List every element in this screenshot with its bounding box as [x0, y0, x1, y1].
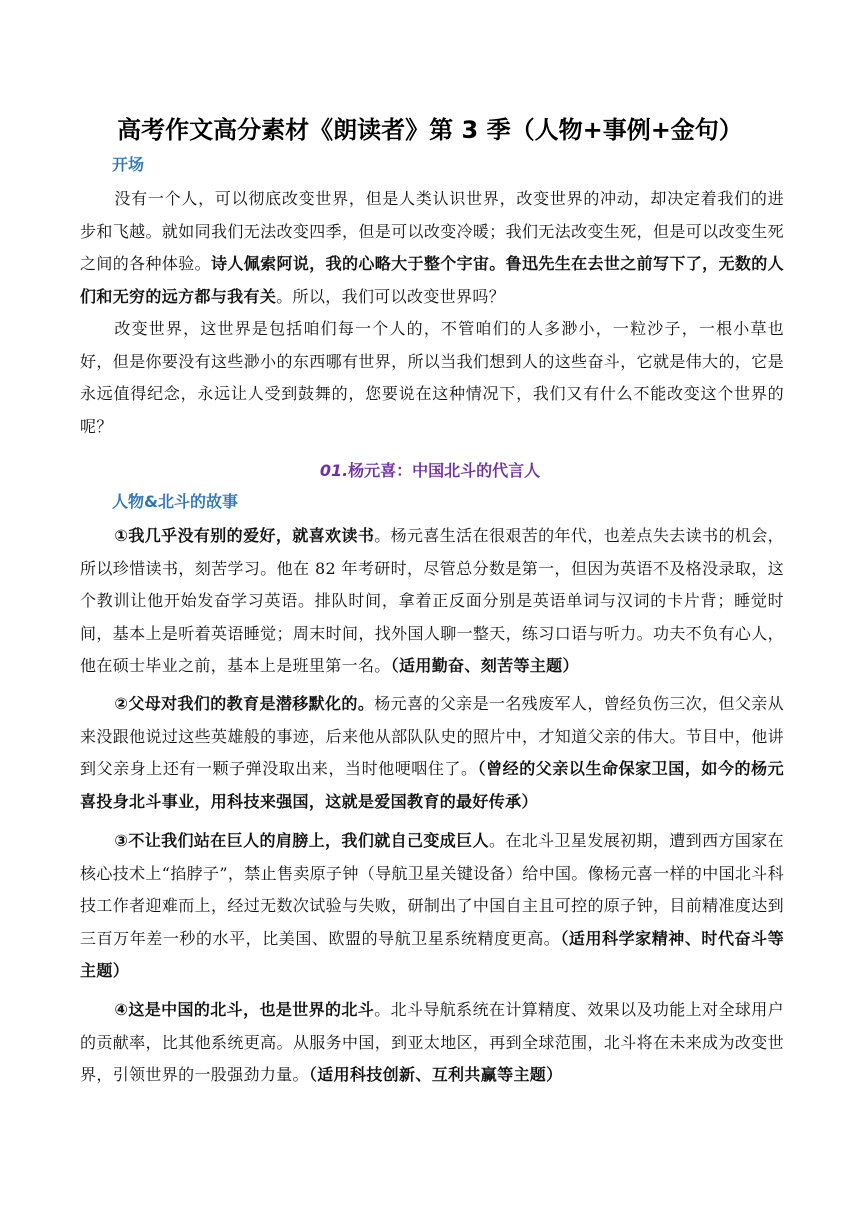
story-item-4-text: 。北斗导航系统在计算精度、效果以及功能上对全球用户的贡献率，比其他系统更高。从服务中国，到亚太地区，再到全球范围，北斗将在未来成为改变世界，引领世界的一股强劲力量。: [80, 1000, 784, 1085]
section-1-title-text: 杨元喜：中国北斗的代言人: [348, 461, 541, 480]
opening-paragraph-2: 改变世界，这世界是包括咱们每一个人的，不管咱们的人多渺小，一粒沙子，一根小草也好，但是你要没有这些渺小的东西哪有世界，所以当我们想到人的这些奋斗，它就是伟大的，它是永远值得纪念，永远让人受到鼓舞的，您要说在这种情况下，我们又有什么不能改变这个世界的呢？: [80, 319, 784, 436]
opening-paragraph-1: [80, 183, 784, 313]
opening-p1-question: 。所以，我们可以改变世界吗？: [276, 286, 506, 306]
opening-heading: 开场: [112, 155, 145, 174]
story-item-2-lead: ②父母对我们的教育是潜移默化的。: [114, 694, 375, 713]
story-item-1-theme: （适用勤奋、刻苦等主题）: [390, 656, 579, 676]
story-item-4-theme: （适用科技创新、互利共赢等主题）: [308, 1065, 563, 1085]
document-title: 高考作文高分素材《朗读者》第 3 季（人物+事例+金句）: [117, 116, 743, 144]
story-item-3: [80, 825, 784, 988]
section-1-number: 01.: [319, 461, 349, 480]
opening-p1-text: 没有一个人，可以彻底改变世界，但是人类认识世界，改变世界的冲动，却决定着我们的进步和飞越。就如同我们无法改变四季，但是可以改变冷暖；我们无法改变生死，但是可以改变生死之间的各种体验。: [80, 189, 784, 274]
story-item-1: [80, 520, 784, 683]
story-item-3-theme: （适用科学家精神、时代奋斗等主题）: [80, 928, 784, 981]
section-1-subheading: 人物&北斗的故事: [112, 492, 238, 511]
story-item-4-lead: ④这是中国的北斗，也是世界的北斗: [114, 1000, 375, 1019]
story-item-2: [80, 688, 784, 818]
opening-p1-quote: 诗人佩索阿说，我的心略大于整个宇宙。鲁迅先生在去世之前写下了，无数的人们和无穷的远方都与我有关: [80, 254, 784, 306]
story-item-1-text: 。杨元喜生活在很艰苦的年代，也差点失去读书的机会，所以珍惜读书，刻苦学习。他在 82 年考研时，尽管总分数是第一，但因为英语不及格没录取，这个教训让他开始发奋学习英语。排队时间，拿着正反面分别是英语单词与汉词的卡片背；睡觉时间，基本上是听着英语睡觉；周末时间，找外国人聊一整天，练习口语与听力。功夫不负有心人，他在硕士毕业之前，基本上是班里第一名。: [80, 526, 784, 676]
story-item-3-text: 。在北斗卫星发展初期，遭到西方国家在核心技术上“掐脖子”，禁止售卖原子钟（导航卫星关键设备）给中国。像杨元喜一样的中国北斗科技工作者迎难而上，经过无数次试验与失败，研制出了中国自主且可控的原子钟，目前精准度达到三百万年差一秒的水平，比美国、欧盟的导航卫星系统精度更高。: [80, 831, 784, 948]
story-item-3-lead: ③不让我们站在巨人的肩膀上，我们就自己变成巨人: [114, 831, 489, 850]
section-1-title: [0, 459, 860, 483]
story-item-2-text: 杨元喜的父亲是一名残废军人，曾经负伤三次，但父亲从来没跟他说过这些英雄般的事迹，后来他从部队队史的照片中，才知道父亲的伟大。节目中，他讲到父亲身上还有一颗子弹没取出来，当时他哽咽住了。: [80, 694, 784, 779]
story-item-2-theme: （曾经的父亲以生命保家卫国，如今的杨元喜投身北斗事业，用科技来强国，这就是爱国教育的最好传承）: [80, 759, 784, 811]
story-item-1-lead: ①我几乎没有别的爱好，就喜欢读书: [114, 526, 375, 545]
story-item-4: [80, 994, 784, 1092]
